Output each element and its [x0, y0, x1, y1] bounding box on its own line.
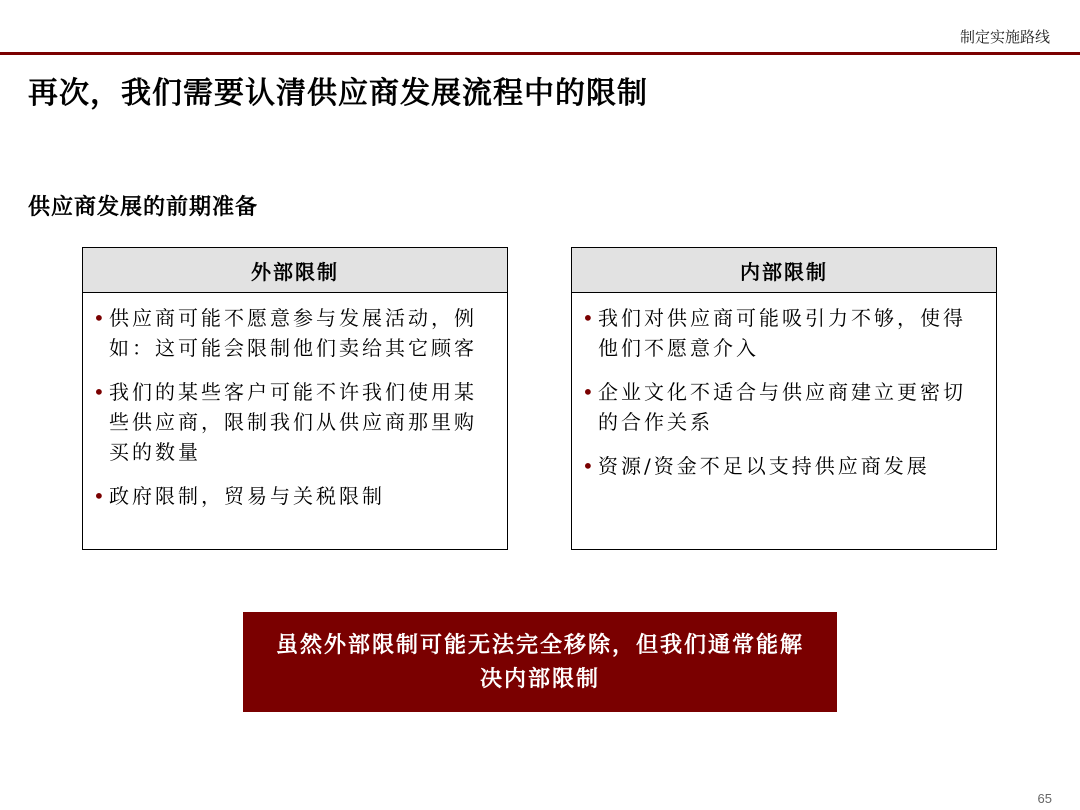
list-item [582, 303, 982, 363]
list-item-text: 企业文化不适合与供应商建立更密切的合作关系 [598, 380, 966, 434]
internal-constraints-heading: 内部限制 [572, 248, 996, 293]
conclusion-callout [243, 612, 837, 712]
list-item [582, 451, 982, 481]
bullet-icon: • [582, 380, 597, 404]
bullet-icon: • [93, 306, 108, 330]
external-constraints-list [83, 293, 507, 511]
section-tag: 制定实施路线 [959, 28, 1050, 46]
header-divider [0, 52, 1080, 55]
bullet-icon: • [582, 306, 597, 330]
page-title: 再次，我们需要认清供应商发展流程中的限制 [28, 76, 648, 111]
list-item-text: 我们的某些客户可能不许我们使用某些供应商，限制我们从供应商那里购买的数量 [109, 380, 477, 464]
list-item-text: 资源/资金不足以支持供应商发展 [598, 454, 930, 478]
list-item-text: 政府限制，贸易与关税限制 [109, 484, 385, 508]
list-item-text: 供应商可能不愿意参与发展活动，例如：这可能会限制他们卖给其它顾客 [109, 306, 477, 360]
bullet-icon: • [93, 380, 108, 404]
list-item [93, 377, 493, 467]
conclusion-text: 虽然外部限制可能无法完全移除，但我们通常能解决内部限制 [275, 632, 804, 692]
list-item [93, 303, 493, 363]
page-number: 65 [1037, 791, 1052, 806]
external-constraints-box [82, 247, 508, 550]
list-item [582, 377, 982, 437]
section-subtitle: 供应商发展的前期准备 [28, 194, 259, 220]
internal-constraints-list [572, 293, 996, 481]
list-item [93, 481, 493, 511]
internal-constraints-box [571, 247, 997, 550]
list-item-text: 我们对供应商可能吸引力不够，使得他们不愿意介入 [598, 306, 966, 360]
bullet-icon: • [93, 484, 108, 508]
external-constraints-heading: 外部限制 [83, 248, 507, 293]
bullet-icon: • [582, 454, 597, 478]
